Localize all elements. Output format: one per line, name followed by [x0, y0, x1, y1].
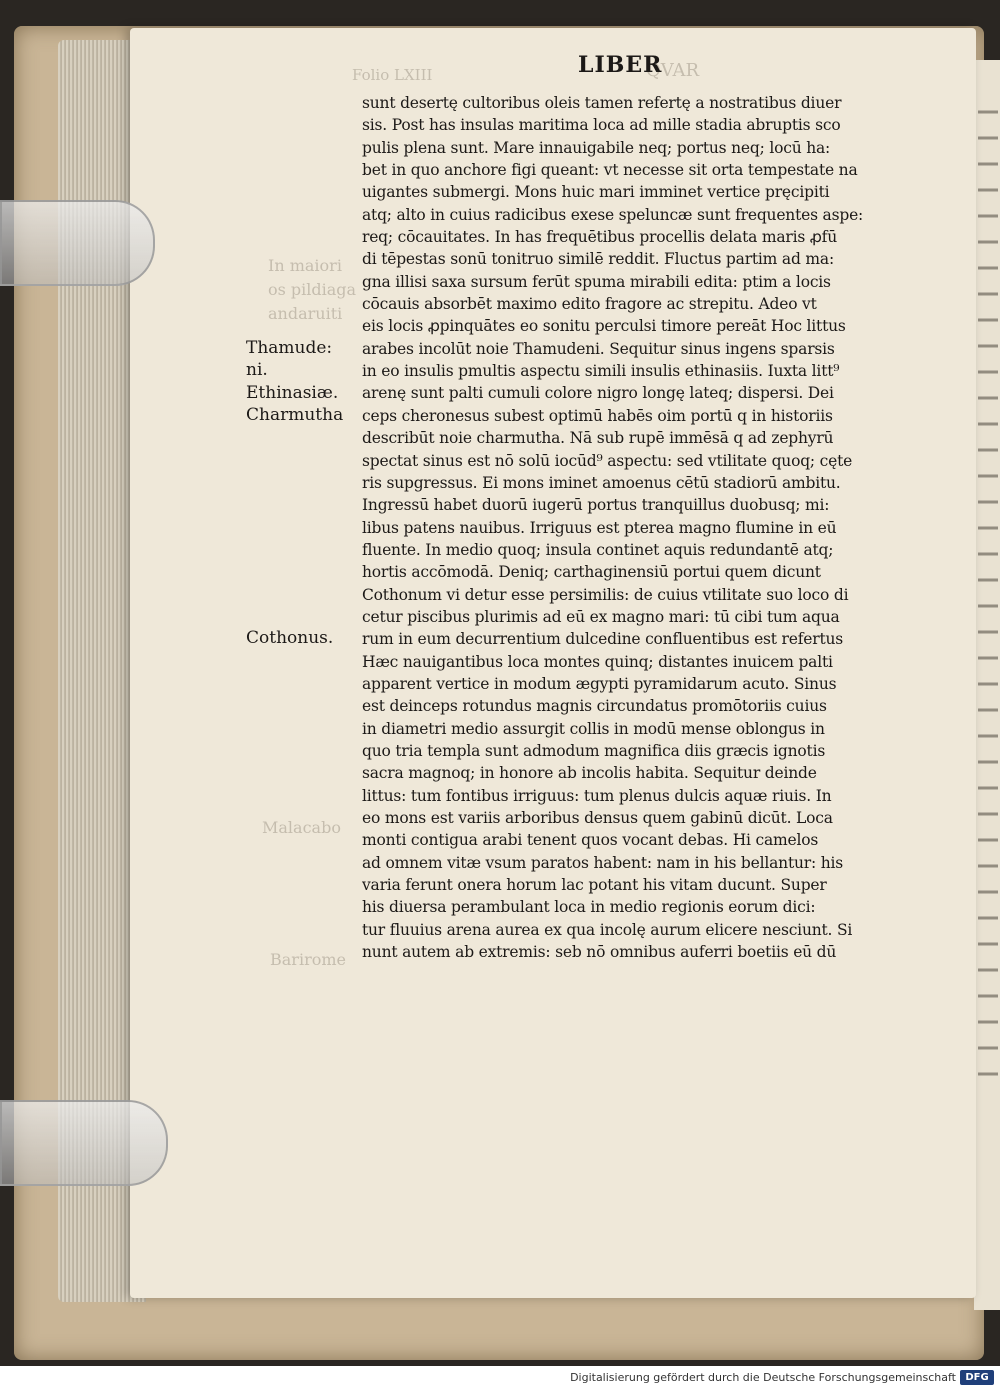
text-line: Ingressū habet duorū iugerū portus tranquillus duobusq; mi: [362, 496, 830, 515]
text-line: ad omnem vitæ vsum paratos habent: nam in his bellantur: his [362, 853, 844, 872]
text-line: monti contigua arabi tenent quos vocant debas. Hi camelos [362, 831, 819, 850]
show-through-margin-5: Barirome [270, 950, 346, 969]
text-line: eis locis ꝓpinquātes eo sonitu perculsi timore pereāt Hoc littus [362, 317, 846, 336]
text-line: arabes incolūt noie Thamudeni. Sequitur sinus ingens sparsis [362, 339, 835, 358]
text-line: in diametri medio assurgit collis in modū mense oblongus in [362, 719, 825, 738]
text-line: cetur piscibus plurimis ad eū ex magno mari: tū cibi tum aqua [362, 607, 840, 626]
show-through-head: QVAR [646, 60, 700, 81]
funding-notice: Digitalisierung gefördert durch die Deutsche Forschungsgemeinschaft [570, 1371, 956, 1384]
text-line: his diuersa perambulant loca in medio regionis eorum dici: [362, 898, 816, 917]
text-line: sis. Post has insulas maritima loca ad mille stadia abruptis sco [362, 116, 841, 135]
text-line: cōcauis absorbēt maximo edito fragore ac strepitu. Adeo vt [362, 295, 817, 314]
show-through-margin-3: andaruiti [268, 304, 343, 323]
text-line: arenę sunt palti cumuli colore nigro longę lateq; dispersi. Dei [362, 384, 834, 403]
text-line: hortis accōmodā. Deniq; carthaginensiū portui quem dicunt [362, 563, 821, 582]
marginal-note: Thamude: [246, 337, 333, 358]
text-line: nunt autem ab extremis: seb nō omnibus auferri boetiis eū dū [362, 943, 837, 962]
text-line: spectat sinus est nō solū iocūd⁹ aspectu: sed vtilitate quoq; cęte [362, 451, 853, 470]
main-text-block [362, 92, 908, 963]
text-line: quo tria templa sunt admodum magnifica diis græcis ignotis [362, 741, 826, 760]
show-through-margin-4: Malacabo [262, 818, 341, 837]
marginal-note: Ethinasiæ. [246, 382, 339, 403]
running-head: LIBER [578, 52, 663, 78]
text-line: req; cōcauitates. In has frequētibus procellis delata maris ꝓfū [362, 228, 837, 247]
text-line: Cothonum vi detur esse persimilis: de cuius vtilitate suo loco di [362, 585, 849, 604]
glass-clip-top [0, 200, 155, 286]
text-line: eo mons est variis arboribus densus quem gabinū dicūt. Loca [362, 809, 833, 827]
marginal-note: Cothonus. [246, 628, 334, 649]
text-line: in eo insulis pmultis aspectu simili insulis ethinasiis. Iuxta litt⁹ [362, 362, 840, 381]
text-line: ris supgressus. Ei mons iminet amoenus cētū stadiorū ambitu. [362, 473, 841, 492]
text-line: est deinceps rotundus magnis circundatus promōtoriis cuius [362, 697, 827, 716]
text-line: sunt desertę cultoribus oleis tamen refertę a nostratibus diuer [362, 94, 842, 112]
text-line: atq; alto in cuius radicibus exese speluncæ sunt frequentes aspe: [362, 205, 864, 224]
glass-clip-bottom [0, 1100, 168, 1186]
text-line: fluente. In medio quoq; insula continet aquis redundantē atq; [362, 540, 834, 559]
text-line: uigantes submergi. Mons huic mari imminet vertice pręcipiti [362, 183, 830, 202]
text-line: ceps cheronesus subest optimū habēs oim portū q in historiis [362, 406, 833, 425]
text-line: gna illisi saxa sursum ferūt spuma mirabili edita: ptim a locis [362, 272, 831, 291]
text-line: di tēpestas sonū tonitruo similē reddit. Fluctus partim ad ma: [362, 250, 834, 269]
show-through-margin-1: In maiori [268, 256, 342, 275]
text-line: sacra magnoq; in honore ab incolis habita. Sequitur deinde [362, 764, 817, 783]
text-line: rum in eum decurrentium dulcedine confluentibus est refertus [362, 630, 844, 649]
text-line: varia ferunt onera horum lac potant his vitam ducunt. Super [362, 876, 827, 895]
text-line: bet in quo anchore figi queant: vt necesse sit orta tempestate na [362, 161, 858, 180]
text-line: Hæc nauigantibus loca montes quinq; distantes inuicem palti [362, 652, 833, 671]
text-line: tur fluuius arena aurea ex qua incolę aurum elicere nesciunt. Si [362, 920, 853, 939]
text-line: libus patens nauibus. Irriguus est pterea magno flumine in eū [362, 518, 837, 537]
marginal-note: Charmutha [246, 404, 344, 425]
marginal-note: ni. [246, 360, 268, 381]
show-through-margin-2: os pildiaga [268, 280, 357, 299]
facing-page-text [978, 90, 998, 1090]
text-line: pulis plena sunt. Mare innauigabile neq; portus neq; locū ha: [362, 138, 831, 157]
text-line: apparent vertice in modum ægypti pyramidarum acuto. Sinus [362, 674, 837, 693]
text-line: describūt noie charmutha. Nā sub rupē immēsā q ad zephyrū [362, 429, 834, 448]
show-through-folio: Folio LXIII [352, 66, 433, 84]
text-line: littus: tum fontibus irriguus: tum plenus dulcis aquæ riuis. In [362, 786, 832, 805]
footer-bar [0, 1366, 1000, 1390]
dfg-logo: DFG [960, 1370, 994, 1385]
